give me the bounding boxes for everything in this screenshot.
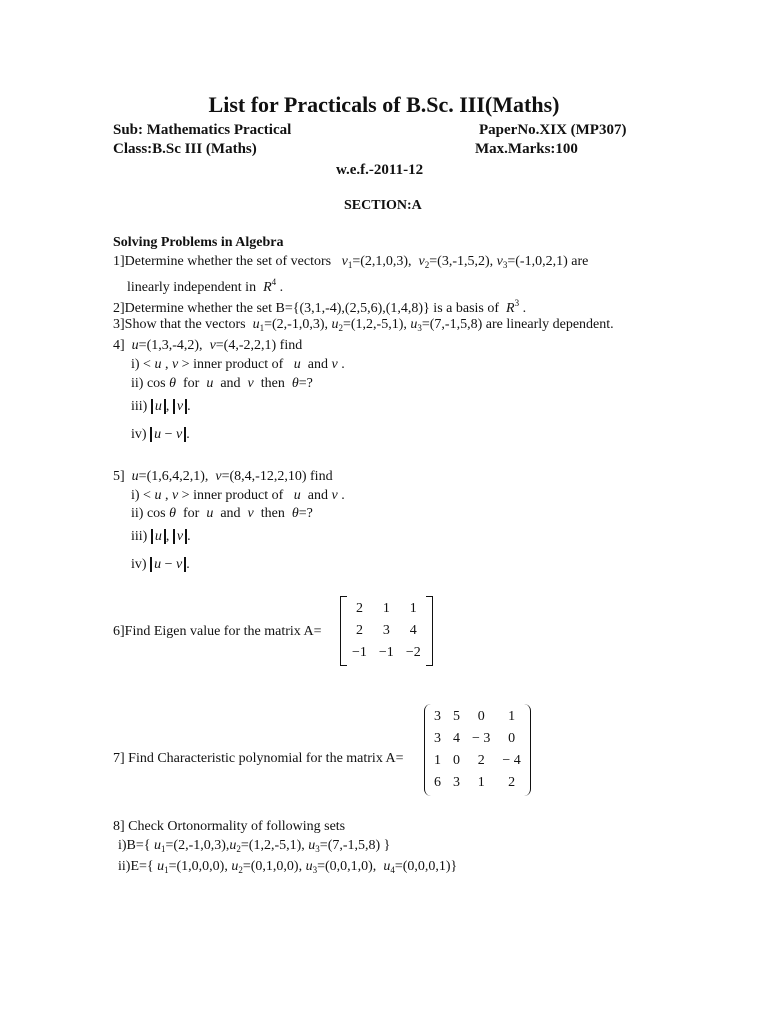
class-label: Class:B.Sc III (Maths) [113, 141, 257, 157]
matrix-cell: 2 [355, 623, 363, 638]
matrix-cell: −1 [378, 645, 394, 660]
matrix-cell: 0 [477, 709, 485, 724]
question-5-part-iii: iii) u , v . [131, 529, 191, 544]
matrix-row [346, 642, 427, 664]
right-bracket [426, 596, 433, 666]
left-bracket [340, 596, 347, 666]
question-1: 1]Determine whether the set of vectors $v_1=(2,1,0,3)$, $v_2=(3,-1,5,2)$, $v_3=(-1,0,2,1)$ are [113, 254, 589, 270]
matrix-cell: 3 [434, 731, 441, 746]
matrix-cell: 1 [477, 775, 485, 790]
matrix-row [346, 620, 427, 642]
matrix-row [428, 706, 527, 728]
question-4-part-ii: ii) cos θ for u and v then θ=? [131, 376, 313, 391]
question-5: 5] u=(1,6,4,2,1), v=(8,4,-12,2,10) find [113, 469, 333, 484]
matrix-cell: − 4 [502, 753, 521, 768]
question-4-part-i: i) < u , v > inner product of u and v . [131, 357, 345, 372]
question-8-set-ii: ii)E={ $u_1=(1,0,0,0)$, $u_2=(0,1,0,0)$, $u_3=(0,0,1,0)$, $u_4=(0,0,0,1)$} [118, 859, 458, 875]
question-3: 3]Show that the vectors $u_1=(2,-1,0,3)$, $u_2=(1,2,-5,1)$, $u_3=(7,-1,5,8)$ are linearly dependent. [113, 317, 614, 333]
matrix-cell: 1 [434, 753, 441, 768]
topic-heading: Solving Problems in Algebra [113, 235, 284, 250]
matrix-q6-grid [346, 598, 427, 664]
matrix-q6 [340, 596, 433, 666]
matrix-cell: 4 [453, 731, 460, 746]
question-6: 6]Find Eigen value for the matrix A= [113, 624, 322, 639]
matrix-cell: 0 [508, 731, 516, 746]
question-5-part-i: i) < u , v > inner product of u and v . [131, 488, 345, 503]
matrix-cell: 0 [453, 753, 460, 768]
matrix-row [346, 598, 427, 620]
matrix-cell: −1 [352, 645, 367, 660]
max-marks: Max.Marks:100 [475, 141, 578, 157]
wef-label: w.e.f.-2011-12 [336, 162, 424, 178]
matrix-q7 [424, 704, 531, 796]
matrix-cell: 1 [409, 601, 417, 616]
question-2: 2]Determine whether the set B={(3,1,-4),(2,5,6),(1,4,8)} is a basis of $R^3$ . [113, 298, 527, 316]
question-4: 4] u=(1,3,-4,2), v=(4,-2,2,1) find [113, 338, 303, 353]
question-4-part-iv: iv) u − v . [131, 427, 190, 442]
matrix-cell: 2 [508, 775, 516, 790]
matrix-row [428, 772, 527, 794]
matrix-cell: 3 [382, 623, 390, 638]
matrix-cell: 1 [382, 601, 390, 616]
matrix-cell: 4 [409, 623, 417, 638]
matrix-cell: 3 [453, 775, 460, 790]
question-1-line-2: linearly independent in $R^4$ . [127, 277, 284, 295]
paper-number: PaperNo.XIX (MP307) [479, 122, 627, 138]
matrix-cell: 3 [434, 709, 441, 724]
matrix-cell: 2 [355, 601, 363, 616]
matrix-cell: 1 [508, 709, 516, 724]
right-parenthesis [524, 704, 531, 796]
page-title: List for Practicals of B.Sc. III(Maths) [208, 92, 560, 117]
question-4-part-iii: iii) u , v . [131, 399, 191, 414]
question-7: 7] Find Characteristic polynomial for the matrix A= [113, 751, 404, 766]
matrix-row [428, 728, 527, 750]
matrix-cell: 6 [434, 775, 441, 790]
subject-label: Sub: Mathematics Practical [113, 122, 292, 138]
question-5-part-ii: ii) cos θ for u and v then θ=? [131, 506, 313, 521]
matrix-row [428, 750, 527, 772]
matrix-q7-grid [428, 706, 527, 794]
matrix-cell: 5 [453, 709, 460, 724]
question-8-set-i: i)B={ $u_1=(2,-1,0,3),u_2=(1,2,-5,1)$, $u_3=(7,-1,5,8)$ } [118, 838, 391, 854]
section-heading: SECTION:A [344, 198, 422, 213]
matrix-cell: −2 [405, 645, 421, 660]
matrix-cell: − 3 [472, 731, 491, 746]
left-parenthesis [424, 704, 431, 796]
question-8: 8] Check Ortonormality of following sets [113, 819, 346, 834]
matrix-cell: 2 [477, 753, 485, 768]
question-5-part-iv: iv) u − v . [131, 557, 190, 572]
